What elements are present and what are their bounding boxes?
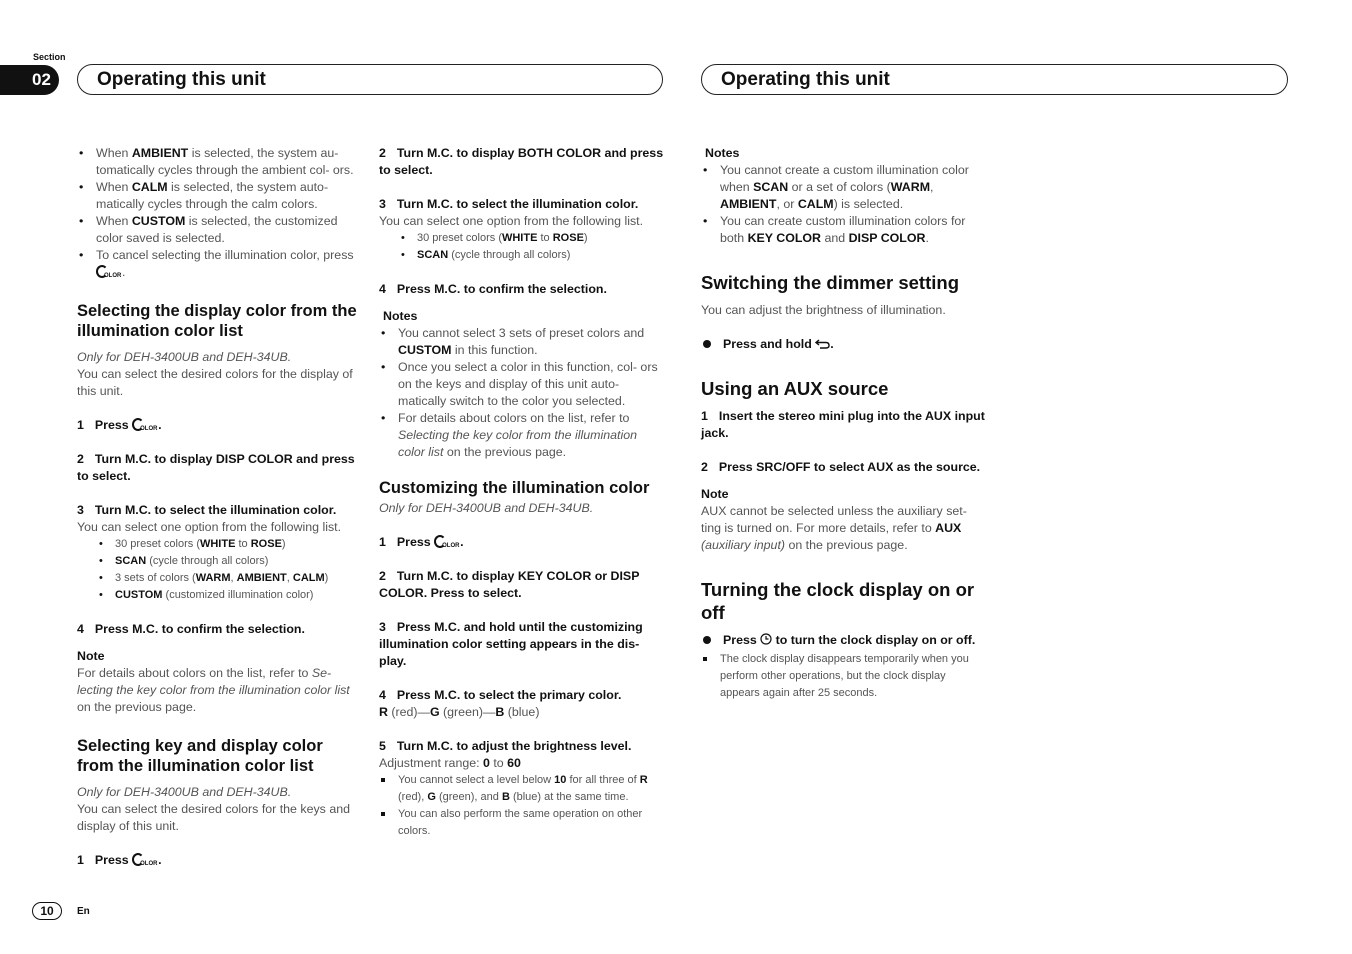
intro-bullet-list: [77, 145, 362, 281]
description: You can select the desired colors for the display of this unit.: [77, 367, 353, 398]
remark-list: [379, 772, 665, 840]
description: You can select one option from the following list.: [77, 520, 342, 534]
remark-list: [701, 651, 986, 702]
step: 4 Press M.C. to confirm the selection.: [379, 282, 607, 296]
color-button-icon: OLOR: [132, 418, 158, 431]
list-item: The clock display disappears temporarily when you perform other operations, but the clock display appears again after 25 seconds.: [701, 651, 986, 702]
list-item: • To cancel selecting the illumination color, press OLOR .: [77, 247, 362, 281]
list-item: • When CUSTOM is selected, the customized color saved is selected.: [77, 213, 362, 247]
model-note: Only for DEH-3400UB and DEH-34UB.: [77, 785, 292, 799]
notes-list: [379, 325, 665, 461]
list-item: • You cannot select 3 sets of preset colors and CUSTOM in this function.: [379, 325, 665, 359]
back-arrow-icon: [815, 339, 830, 349]
list-item: • 30 preset colors (WHITE to ROSE): [399, 230, 665, 247]
step: 2 Turn M.C. to display BOTH COLOR and press to select.: [379, 146, 664, 177]
list-item: • You cannot create a custom illumination color when SCAN or a set of colors (WARM, AMBIENT, or CALM) is selected.: [701, 162, 986, 213]
step: 3 Turn M.C. to select the illumination color.: [379, 197, 639, 211]
list-item: • 30 preset colors (WHITE to ROSE): [97, 536, 362, 553]
language-label: En: [77, 906, 90, 917]
list-item: • CUSTOM (customized illumination color): [97, 587, 362, 604]
section-heading: Customizing the illumination color: [379, 479, 650, 497]
section-heading: Turning the clock display on or off: [701, 579, 975, 623]
step: 2 Turn M.C. to display KEY COLOR or DISP COLOR. Press to select.: [379, 569, 640, 600]
column-middle: [379, 145, 665, 840]
list-item: • 3 sets of colors (WARM, AMBIENT, CALM): [97, 570, 362, 587]
note-label: Note: [701, 487, 729, 501]
list-item: • Once you select a color in this function, col- ors on the keys and display of this unit auto- matically switch to the color you selected.: [379, 359, 665, 410]
adjustment-range: Adjustment range: 0 to 60: [379, 756, 521, 770]
notes-list: [701, 162, 986, 247]
column-left: [77, 145, 362, 869]
note-text: For details about colors on the list, refer to Se- lecting the key color from the illumination color list on the previous page.: [77, 666, 350, 714]
step: Press and hold .: [701, 336, 986, 353]
step: 1 Insert the stereo mini plug into the AUX input jack.: [701, 409, 985, 440]
description: You can adjust the brightness of illumination.: [701, 303, 946, 317]
step: 3 Press M.C. and hold until the customizing illumination color setting appears in the dis- play.: [379, 620, 643, 668]
step: 4 Press M.C. to confirm the selection.: [77, 622, 305, 636]
model-note: Only for DEH-3400UB and DEH-34UB.: [379, 501, 594, 515]
section-heading: Using an AUX source: [701, 378, 889, 399]
column-right: [701, 145, 986, 702]
step: 5 Turn M.C. to adjust the brightness level.: [379, 739, 632, 753]
rgb-sequence: R (red)—G (green)—B (blue): [379, 705, 540, 719]
description: You can select one option from the following list.: [379, 214, 644, 228]
page-number: 10: [32, 902, 62, 920]
step: 1 Press OLOR .: [379, 535, 464, 549]
note-label: Note: [77, 649, 105, 663]
option-list: [97, 536, 362, 604]
note-text: AUX cannot be selected unless the auxiliary set- ting is turned on. For more details, refer to AUX (auxiliary input) on the previous page.: [701, 504, 967, 552]
list-item: • SCAN (cycle through all colors): [399, 247, 665, 264]
step: 2 Press SRC/OFF to select AUX as the source.: [701, 460, 981, 474]
page-title-left: Operating this unit: [77, 64, 663, 95]
color-button-icon: OLOR: [96, 265, 122, 278]
step: 1 Press OLOR .: [77, 853, 162, 867]
notes-label: Notes: [383, 309, 418, 323]
list-item: • You can create custom illumination colors for both KEY COLOR and DISP COLOR.: [701, 213, 986, 247]
clock-icon: [760, 633, 772, 645]
step: 3 Turn M.C. to select the illumination color.: [77, 503, 337, 517]
page-title-right: Operating this unit: [701, 64, 1288, 95]
section-heading: Selecting key and display color from the illumination color list: [77, 737, 323, 775]
color-button-icon: OLOR: [434, 535, 460, 548]
description: You can select the desired colors for the keys and display of this unit.: [77, 802, 350, 833]
section-tab: 02: [0, 65, 59, 95]
section-label: Section: [33, 52, 66, 62]
list-item: • SCAN (cycle through all colors): [97, 553, 362, 570]
list-item: You cannot select a level below 10 for all three of R (red), G (green), and B (blue) at the same time.: [379, 772, 665, 806]
list-item: • When AMBIENT is selected, the system au- tomatically cycles through the ambient col- ors.: [77, 145, 362, 179]
step: 2 Turn M.C. to display DISP COLOR and press to select.: [77, 452, 355, 483]
list-item: • For details about colors on the list, refer to Selecting the key color from the illumination color list on the previous page.: [379, 410, 665, 461]
step: 4 Press M.C. to select the primary color.: [379, 688, 622, 702]
section-heading: Selecting the display color from the illumination color list: [77, 302, 357, 340]
list-item: • When CALM is selected, the system auto- matically cycles through the calm colors.: [77, 179, 362, 213]
model-note: Only for DEH-3400UB and DEH-34UB.: [77, 350, 292, 364]
color-button-icon: OLOR: [132, 853, 158, 866]
step: 1 Press OLOR .: [77, 418, 162, 432]
notes-label: Notes: [705, 146, 740, 160]
list-item: You can also perform the same operation on other colors.: [379, 806, 665, 840]
section-heading: Switching the dimmer setting: [701, 272, 959, 293]
step: Press to turn the clock display on or off.: [701, 632, 986, 649]
option-list: [399, 230, 665, 264]
